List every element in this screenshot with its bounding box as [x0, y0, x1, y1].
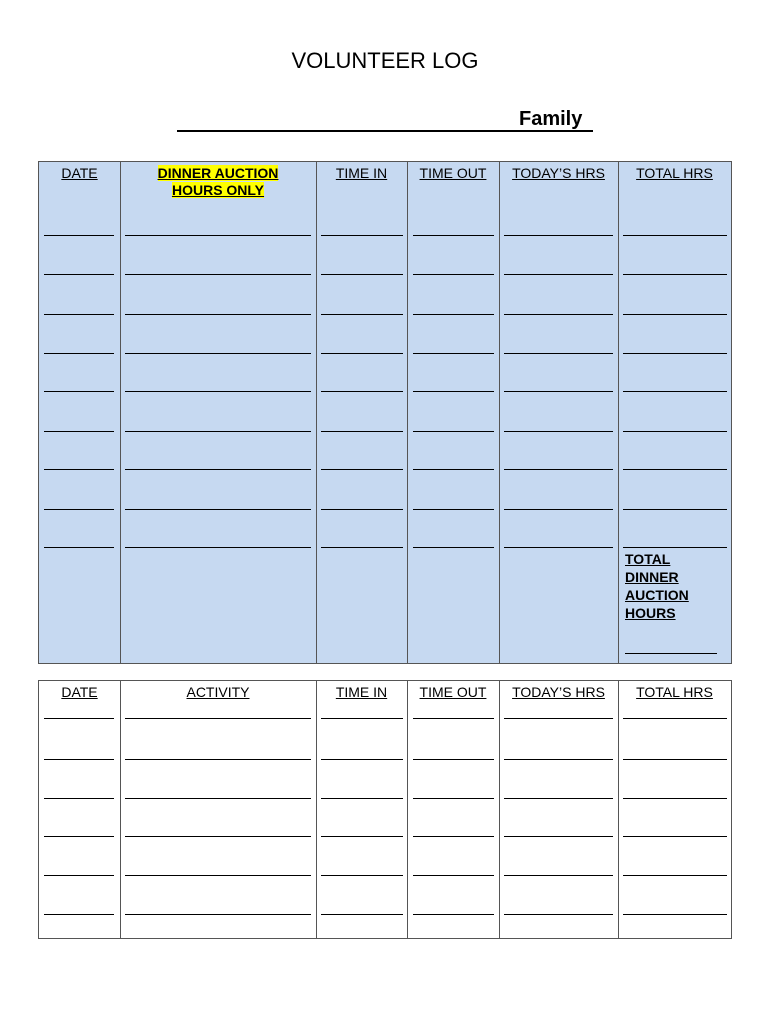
header-activity: ACTIVITY — [186, 684, 250, 700]
blank-time-out-row-2[interactable] — [413, 759, 494, 760]
blank-todays-hrs-row-1[interactable] — [504, 235, 613, 236]
blank-todays-hrs-row-6[interactable] — [504, 431, 613, 432]
blank-date-row-2[interactable] — [44, 759, 114, 760]
blank-activity-row-8[interactable] — [125, 509, 311, 510]
blank-todays-hrs-row-4[interactable] — [504, 836, 613, 837]
header-dinner-auction-line1: DINNER AUCTION — [157, 165, 279, 181]
blank-todays-hrs-row-2[interactable] — [504, 759, 613, 760]
blank-total-hrs-row-5[interactable] — [623, 391, 727, 392]
header-time-in: TIME IN — [335, 165, 388, 181]
blank-total-hrs-row-7[interactable] — [623, 469, 727, 470]
blank-time-in-row-2[interactable] — [321, 274, 403, 275]
blank-activity-row-1[interactable] — [125, 235, 311, 236]
blank-activity-row-6[interactable] — [125, 914, 311, 915]
blank-time-out-row-2[interactable] — [413, 274, 494, 275]
blank-time-out-row-4[interactable] — [413, 836, 494, 837]
blank-activity-row-1[interactable] — [125, 718, 311, 719]
blank-date-row-4[interactable] — [44, 836, 114, 837]
blank-total-hrs-row-8[interactable] — [623, 509, 727, 510]
blank-todays-hrs-row-9[interactable] — [504, 547, 613, 548]
blank-activity-row-2[interactable] — [125, 274, 311, 275]
header-date: DATE — [61, 684, 98, 700]
total-dinner-auction-hours-label — [625, 550, 689, 622]
blank-date-row-5[interactable] — [44, 875, 114, 876]
total-label-line2: DINNER — [625, 569, 679, 585]
blank-activity-row-5[interactable] — [125, 391, 311, 392]
blank-total-hrs-row-4[interactable] — [623, 836, 727, 837]
blank-activity-row-9[interactable] — [125, 547, 311, 548]
blank-time-in-row-5[interactable] — [321, 875, 403, 876]
blank-total-hrs-row-1[interactable] — [623, 235, 727, 236]
blank-date-row-5[interactable] — [44, 391, 114, 392]
blank-todays-hrs-row-4[interactable] — [504, 353, 613, 354]
blank-time-in-row-4[interactable] — [321, 353, 403, 354]
total-label-line1: TOTAL — [625, 551, 671, 567]
blank-time-in-row-6[interactable] — [321, 914, 403, 915]
blank-time-out-row-8[interactable] — [413, 509, 494, 510]
header-total-hrs: TOTAL HRS — [636, 165, 713, 181]
blank-total-hrs-row-9[interactable] — [623, 547, 727, 548]
total-label-line4: HOURS — [625, 605, 676, 621]
blank-activity-row-4[interactable] — [125, 353, 311, 354]
blank-todays-hrs-row-3[interactable] — [504, 314, 613, 315]
page-title: VOLUNTEER LOG — [291, 48, 479, 73]
family-label: Family — [519, 108, 583, 130]
blank-time-out-row-9[interactable] — [413, 547, 494, 548]
blank-time-out-row-1[interactable] — [413, 235, 494, 236]
blank-date-row-3[interactable] — [44, 798, 114, 799]
blank-time-out-row-1[interactable] — [413, 718, 494, 719]
blank-activity-row-5[interactable] — [125, 875, 311, 876]
header-total-hrs: TOTAL HRS — [636, 684, 713, 700]
blank-date-row-1[interactable] — [44, 235, 114, 236]
blank-time-out-row-3[interactable] — [413, 314, 494, 315]
blank-time-in-row-7[interactable] — [321, 469, 403, 470]
total-dinner-auction-hours-blank[interactable] — [625, 653, 717, 654]
blank-activity-row-7[interactable] — [125, 469, 311, 470]
total-label-line3: AUCTION — [625, 587, 689, 603]
blank-time-out-row-5[interactable] — [413, 875, 494, 876]
blank-todays-hrs-row-3[interactable] — [504, 798, 613, 799]
blank-time-in-row-1[interactable] — [321, 718, 403, 719]
blank-todays-hrs-row-6[interactable] — [504, 914, 613, 915]
blank-date-row-6[interactable] — [44, 431, 114, 432]
blank-time-in-row-6[interactable] — [321, 431, 403, 432]
blank-date-row-1[interactable] — [44, 718, 114, 719]
blank-total-hrs-row-3[interactable] — [623, 798, 727, 799]
blank-time-out-row-5[interactable] — [413, 391, 494, 392]
blank-total-hrs-row-6[interactable] — [623, 914, 727, 915]
blank-time-in-row-4[interactable] — [321, 836, 403, 837]
blank-activity-row-2[interactable] — [125, 759, 311, 760]
dinner-auction-log-table — [38, 161, 732, 664]
blank-total-hrs-row-3[interactable] — [623, 314, 727, 315]
blank-total-hrs-row-4[interactable] — [623, 353, 727, 354]
blank-date-row-7[interactable] — [44, 469, 114, 470]
blank-time-out-row-7[interactable] — [413, 469, 494, 470]
blank-todays-hrs-row-2[interactable] — [504, 274, 613, 275]
blank-time-out-row-4[interactable] — [413, 353, 494, 354]
activity-log-table — [38, 680, 732, 939]
blank-total-hrs-row-6[interactable] — [623, 431, 727, 432]
header-time-out: TIME OUT — [419, 684, 487, 700]
blank-todays-hrs-row-1[interactable] — [504, 718, 613, 719]
header-dinner-auction — [120, 165, 316, 199]
blank-date-row-9[interactable] — [44, 547, 114, 548]
blank-time-in-row-8[interactable] — [321, 509, 403, 510]
blank-total-hrs-row-1[interactable] — [623, 718, 727, 719]
blank-activity-row-3[interactable] — [125, 314, 311, 315]
blank-time-in-row-2[interactable] — [321, 759, 403, 760]
blank-total-hrs-row-2[interactable] — [623, 759, 727, 760]
header-date: DATE — [61, 165, 98, 181]
blank-todays-hrs-row-5[interactable] — [504, 875, 613, 876]
blank-time-in-row-9[interactable] — [321, 547, 403, 548]
blank-todays-hrs-row-8[interactable] — [504, 509, 613, 510]
blank-total-hrs-row-2[interactable] — [623, 274, 727, 275]
blank-activity-row-6[interactable] — [125, 431, 311, 432]
header-todays-hrs: TODAY’S HRS — [512, 684, 605, 700]
blank-date-row-6[interactable] — [44, 914, 114, 915]
blank-date-row-4[interactable] — [44, 353, 114, 354]
header-time-in: TIME IN — [335, 684, 388, 700]
header-todays-hrs: TODAY’S HRS — [512, 165, 605, 181]
blank-time-out-row-6[interactable] — [413, 914, 494, 915]
blank-todays-hrs-row-5[interactable] — [504, 391, 613, 392]
blank-time-out-row-6[interactable] — [413, 431, 494, 432]
blank-activity-row-4[interactable] — [125, 836, 311, 837]
blank-todays-hrs-row-7[interactable] — [504, 469, 613, 470]
blank-time-out-row-3[interactable] — [413, 798, 494, 799]
blank-time-in-row-3[interactable] — [321, 314, 403, 315]
header-dinner-auction-line2: HOURS ONLY — [171, 182, 265, 198]
blank-total-hrs-row-5[interactable] — [623, 875, 727, 876]
blank-time-in-row-3[interactable] — [321, 798, 403, 799]
blank-date-row-3[interactable] — [44, 314, 114, 315]
blank-time-in-row-5[interactable] — [321, 391, 403, 392]
blank-activity-row-3[interactable] — [125, 798, 311, 799]
blank-date-row-2[interactable] — [44, 274, 114, 275]
header-time-out: TIME OUT — [419, 165, 487, 181]
blank-time-in-row-1[interactable] — [321, 235, 403, 236]
blank-date-row-8[interactable] — [44, 509, 114, 510]
